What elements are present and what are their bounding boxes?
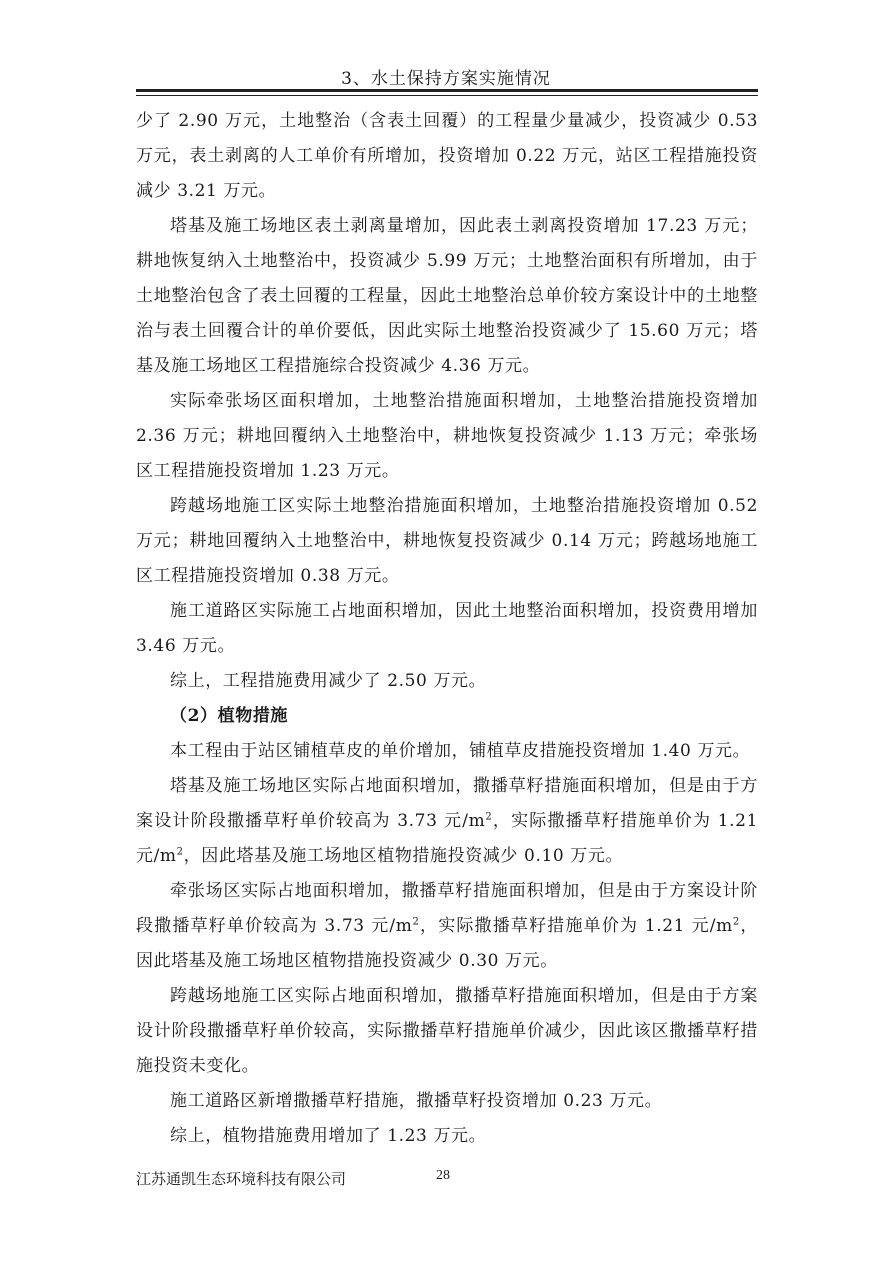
paragraph-tension-area-seeding: 牵张场区实际占地面积增加，撒播草籽措施面积增加，但是由于方案设计阶段撒播草籽单价较高为 3.73 元$/m^2$，实际撒播草籽措施单价为 1.21 元$/m^2$，因此塔基及施工场地区植物措施投资减少 0.30 万元。: [136, 881, 758, 971]
paragraph-road-area-engineering: 施工道路区实际施工占地面积增加，因此土地整治面积增加，投资费用增加 3.46 万元。: [136, 601, 758, 656]
footer-page-number: 28: [436, 1168, 450, 1183]
header-rule-thick: [136, 89, 758, 92]
paragraph-tension-area-engineering: 实际牵张场区面积增加，土地整治措施面积增加，土地整治措施投资增加 2.36 万元；耕地回覆纳入土地整治中，耕地恢复投资减少 1.13 万元；牵张场区工程措施投资增加 1.23 万元。: [136, 391, 758, 481]
header-rule-thin: [136, 95, 758, 96]
running-header-title: 3、水土保持方案实施情况: [341, 69, 551, 89]
paragraph-continuation: 少了 2.90 万元，土地整治（含表土回覆）的工程量少量减少，投资减少 0.53 万元，表土剥离的人工单价有所增加，投资增加 0.22 万元，站区工程措施投资减少 3.21 万元。: [136, 111, 758, 201]
paragraph-engineering-summary: 综上，工程措施费用减少了 2.50 万元。: [170, 671, 487, 691]
paragraph-station-turf: 本工程由于站区铺植草皮的单价增加，铺植草皮措施投资增加 1.40 万元。: [170, 741, 751, 761]
paragraph-road-area-seeding: 施工道路区新增撒播草籽措施，撒播草籽投资增加 0.23 万元。: [170, 1091, 663, 1111]
paragraph-plant-summary: 综上，植物措施费用增加了 1.23 万元。: [170, 1126, 487, 1146]
paragraph-crossing-area-seeding: 跨越场地施工区实际占地面积增加，撒播草籽措施面积增加，但是由于方案设计阶段撒播草籽单价较高，实际撒播草籽措施单价减少，因此该区撒播草籽措施投资未变化。: [136, 986, 758, 1076]
section-heading-plant-measures: （2）植物措施: [170, 706, 289, 726]
paragraph-tower-area-seeding: 塔基及施工场地区实际占地面积增加，撒播草籽措施面积增加，但是由于方案设计阶段撒播草籽单价较高为 3.73 元$/m^2$，实际撒播草籽措施单价为 1.21 元$/m^2$，因此塔基及施工场地区植物措施投资减少 0.10 万元。: [136, 776, 758, 866]
body-text: [136, 104, 758, 1154]
paragraph-crossing-area-engineering: 跨越场地施工区实际土地整治措施面积增加，土地整治措施投资增加 0.52 万元；耕地回覆纳入土地整治中，耕地恢复投资减少 0.14 万元；跨越场地施工区工程措施投资增加 0.38 万元。: [136, 496, 758, 586]
footer-company-name: 江苏通凯生态环境科技有限公司: [136, 1170, 347, 1188]
paragraph-tower-area-engineering: 塔基及施工场地区表土剥离量增加，因此表土剥离投资增加 17.23 万元；耕地恢复纳入土地整治中，投资减少 5.99 万元；土地整治面积有所增加，由于土地整治包含了表土回覆的工程量，因此土地整治总单价较方案设计中的土地整治与表土回覆合计的单价要低，因此实际土地整治投资减少了 15.60 万元；塔基及施工场地区工程措施综合投资减少 4.36 万元。: [136, 216, 758, 376]
